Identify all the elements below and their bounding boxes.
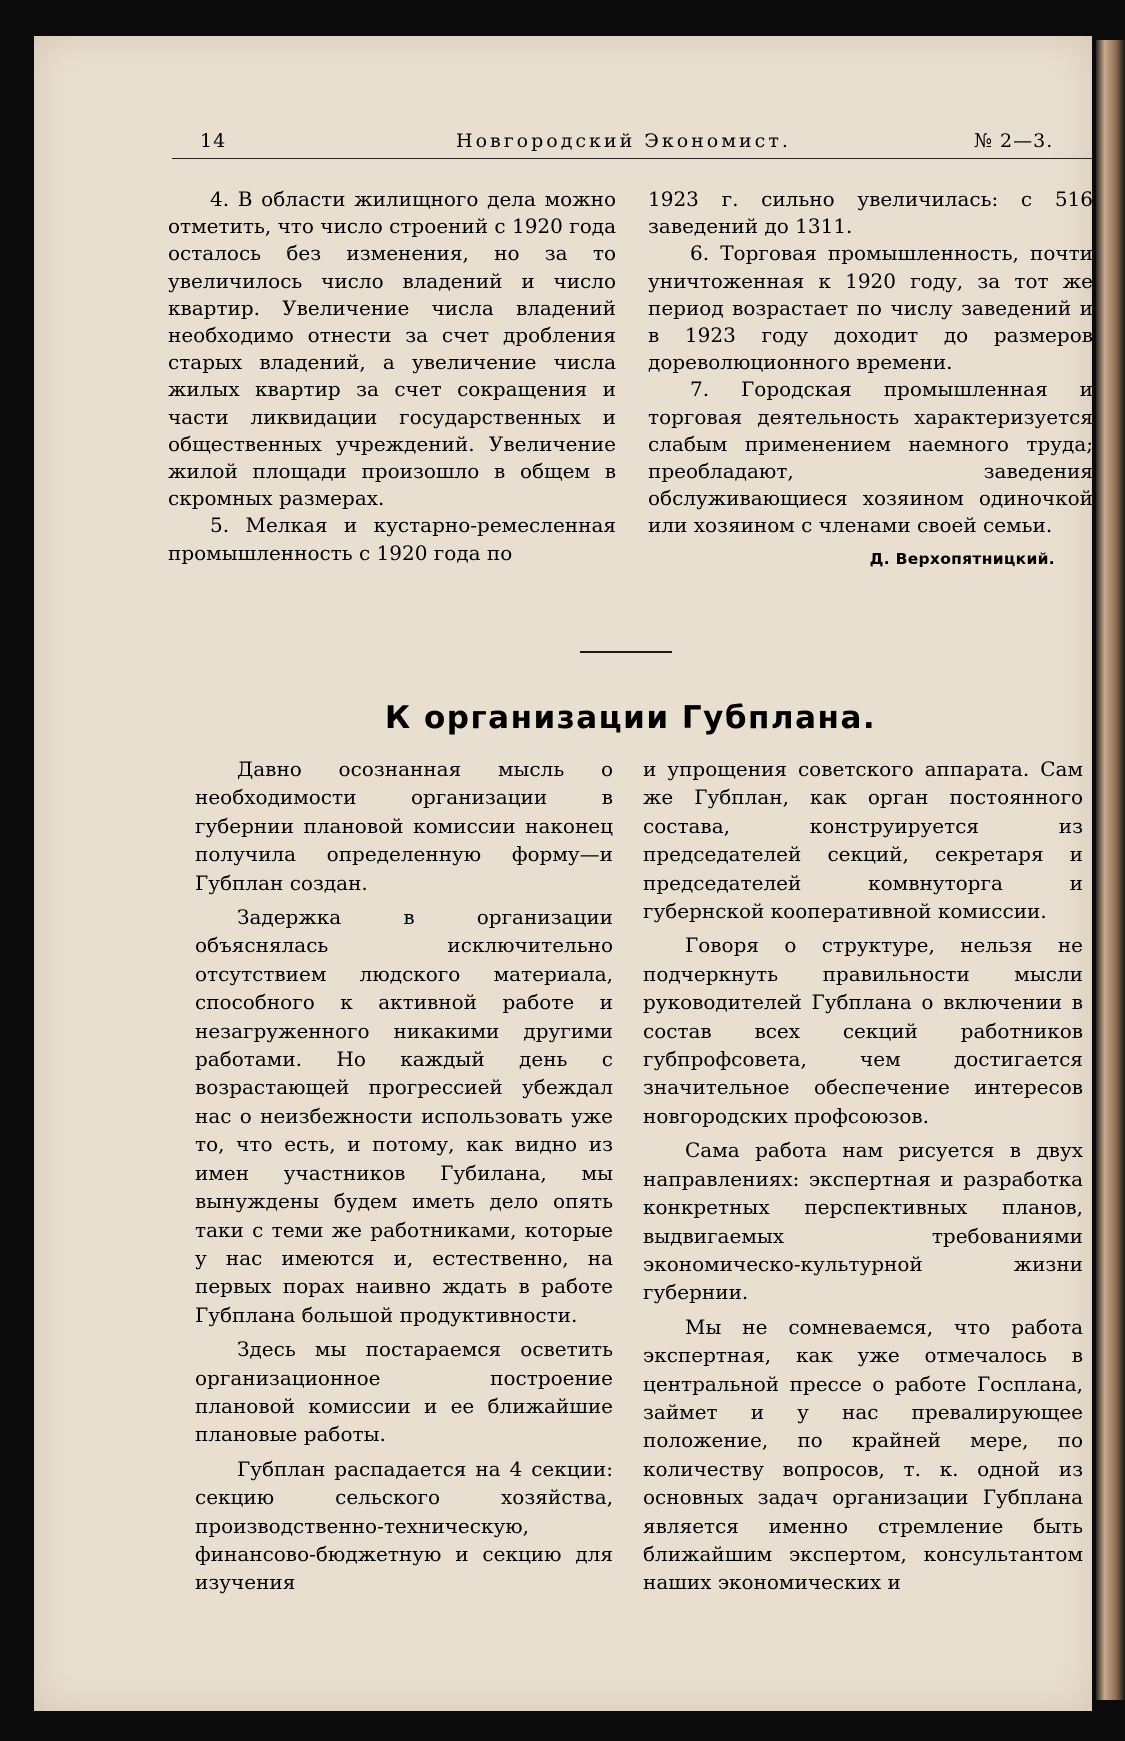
previous-article-right-column — [648, 186, 1093, 573]
paragraph: Здесь мы постараемся осветить организационное построение плановой комиссии и ее ближайшие плановые работы. — [195, 1337, 613, 1447]
paragraph: Давно осознанная мысль о необходимости организации в губернии плановой комиссии наконец получила определенную форму—и Губплан создан. — [195, 757, 613, 895]
header-rule — [172, 158, 1092, 159]
paragraph: Говоря о структуре, нельзя не подчеркнуть правильности мысли руководителей Губплана о включении в состав всех секций работников губпрофсовета, чем достигается значительное обеспечение интересов новгородских профсоюзов. — [643, 933, 1083, 1128]
paragraph: Задержка в организации объяснялась исключительно отсутствием людского материала, способного к активной работе и незагруженного никакими другими работами. Но каждый день с возрастающей прогрессией убеждал нас о неизбежности использовать уже то, что есть, и потому, как видно из имен участников Губилана, мы вынуждены будем иметь дело опять таки с теми же работниками, которые у нас имеются и, естественно, на первых порах наивно ждать в работе Губплана большой продуктивности. — [195, 905, 613, 1327]
page-number: 14 — [200, 130, 227, 152]
paragraph: 4. В области жилищного дела можно отметить, что число строений с 1920 года осталось без изменения, но за то увеличилось число владений и число квартир. Увеличение числа владений необходимо отнести за счет дробления старых владений, а увеличение числа жилых квартир за счет сокращения и части ликвидации государственных и общественных учреждений. Увеличение жилой площади произошло в общем в скромных размерах. — [168, 187, 616, 511]
author-signature: Д. Верхопятницкий. — [869, 549, 1055, 568]
paragraph: Сама работа нам рисуется в двух направлениях: экспертная и разработка конкретных перспективных планов, выдвигаемых требованиями экономическо-культурной жизни губернии. — [643, 1138, 1083, 1305]
article-right-column — [643, 755, 1083, 1603]
paragraph: 6. Торговая промышленность, почти уничтоженная к 1920 году, за тот же период возрастает по числу заведений и в 1923 году доходит до размеров дореволюционного времени. — [648, 241, 1093, 375]
paragraph: Губплан распадается на 4 секции: секцию сельского хозяйства, производственно-техническую, финансово-бюджетную и секцию для изучения — [195, 1456, 613, 1595]
previous-article-left-column — [168, 186, 616, 567]
paragraph: 5. Мелкая и кустарно-ремесленная промышленность с 1920 года по — [168, 513, 616, 565]
paragraph: 7. Городская промышленная и торговая деятельность характеризуется слабым применением наемного труда; преобладают, заведения обслуживающиеся хозяином одиночкой или хозяином с членами своей семьи. — [648, 377, 1093, 538]
running-header — [160, 130, 1092, 156]
paragraph: Мы не сомневаемся, что работа экспертная, как уже отмечалось в центральной прессе о работе Госплана, займет и у нас превалирующее положение, по крайней мере, по количеству вопросов, т. к. одной из основных задач организации Губплана является именно стремление быть ближайшим экспертом, консультантом наших экономических и — [643, 1314, 1083, 1595]
section-divider — [580, 651, 672, 653]
journal-title: Новгородский Экономист. — [456, 130, 791, 152]
issue-number: № 2—3. — [974, 130, 1054, 152]
paragraph-continuation: и упрощения советского аппарата. Сам же Губплан, как орган постоянного состава, конструируется из председателей секций, секретаря и председателей комвнуторга и губернской кооперативной комиссии. — [643, 757, 1083, 924]
article-left-column — [195, 755, 613, 1603]
article-title: К организации Губплана. — [384, 700, 877, 736]
paragraph-continuation: 1923 г. сильно увеличилась: с 516 заведений до 1311. — [648, 187, 1093, 239]
book-binding-edge — [1096, 40, 1125, 1700]
